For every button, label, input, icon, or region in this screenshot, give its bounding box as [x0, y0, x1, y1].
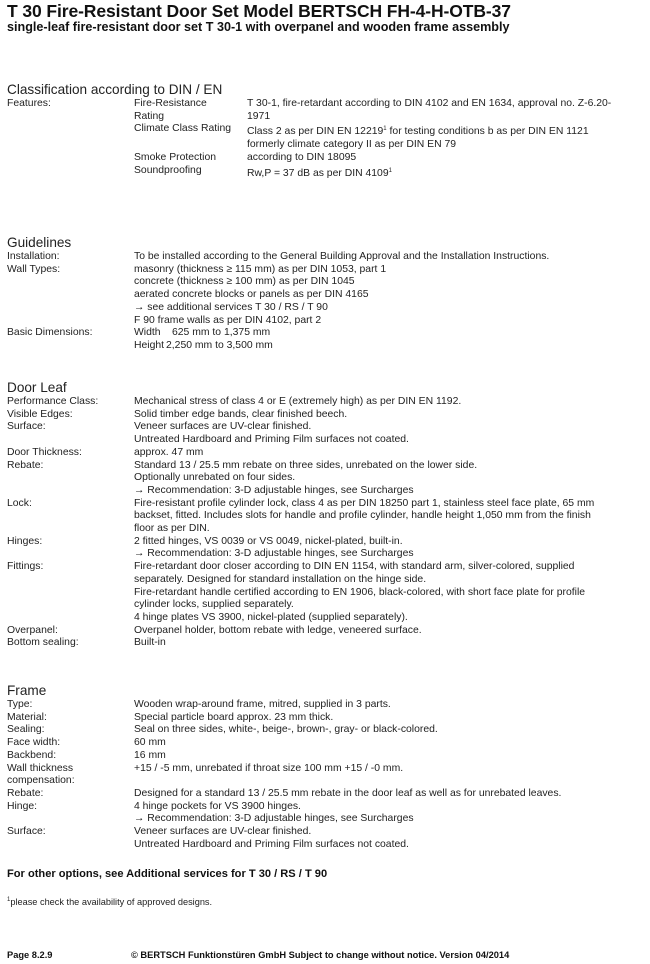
footnote-mark: 1: [7, 897, 11, 903]
feature-value: for testing conditions b as per DIN EN 1121: [386, 126, 589, 138]
feature-name: Climate Class Rating: [134, 123, 232, 135]
dimension-value: 625 mm to 1,375 mm: [172, 327, 271, 339]
row-value-line: Solid timber edge bands, clear finished beech.: [134, 408, 348, 420]
feature-smoke-protection: [134, 152, 643, 165]
row-value: [134, 712, 643, 725]
row-label: Rebate:: [7, 787, 44, 799]
spec-row: [7, 251, 643, 264]
spec-row: [7, 447, 643, 460]
spec-row: [7, 498, 643, 536]
row-value: [134, 251, 643, 264]
feature-value: Rw,P = 37 dB as per DIN 4109: [247, 167, 389, 179]
door-leaf-heading: Door Leaf: [7, 380, 67, 395]
spec-row: [7, 625, 643, 638]
row-label: Installation:: [7, 251, 60, 262]
row-label: Hinges:: [7, 535, 43, 547]
features-row: [7, 98, 643, 180]
document-title: T 30 Fire-Resistant Door Set Model BERTSCH FH-4-H-OTB-37: [7, 1, 511, 21]
row-label-line: compensation:: [7, 775, 75, 787]
frame-heading: Frame: [7, 683, 47, 698]
basic-dimensions-row: [7, 327, 643, 352]
feature-value: Class 2 as per DIN EN 12219: [247, 126, 384, 138]
row-value-line: +15 / -5 mm, unrebated if throat size 100 mm +15 / -0 mm.: [134, 762, 404, 774]
spec-row: [7, 712, 643, 725]
row-value: [134, 788, 643, 801]
row-value-line: F 90 frame walls as per DIN 4102, part 2: [134, 314, 322, 326]
row-value: [134, 724, 643, 737]
row-value-line: To be installed according to the General Building Approval and the Installation Instructions.: [134, 251, 550, 262]
row-value-line: Designed for a standard 13 / 25.5 mm rebate in the door leaf as well as for unrebated leaves.: [134, 787, 562, 799]
row-value: [134, 264, 643, 328]
frame-section: [7, 683, 643, 851]
classification-heading: Classification according to DIN / EN: [7, 82, 223, 97]
spec-row: [7, 460, 643, 498]
row-value-line: → Recommendation: 3-D adjustable hinges, see Surcharges: [134, 813, 414, 825]
row-value: [134, 460, 643, 498]
row-value: [134, 421, 643, 446]
spec-row: [7, 409, 643, 422]
row-value: [134, 699, 643, 712]
guidelines-section: [7, 235, 643, 353]
row-label: Type:: [7, 699, 33, 710]
row-value-line: → Recommendation: 3-D adjustable hinges, see Surcharges: [134, 484, 414, 496]
additional-options-note: For other options, see Additional services for T 30 / RS / T 90: [7, 868, 328, 880]
feature-value: 1971: [247, 110, 271, 122]
feature-value: T 30-1, fire-retardant according to DIN 4102 and EN 1634, approval no. Z-6.20-: [247, 98, 612, 109]
classification-section: [7, 82, 643, 180]
row-label: Door Thickness:: [7, 446, 82, 458]
row-value: [134, 396, 643, 409]
feature-name: Soundproofing: [134, 164, 202, 176]
row-value-line: Standard 13 / 25.5 mm rebate on three sides, unrebated on the lower side.: [134, 459, 478, 471]
row-value-line: 60 mm: [134, 737, 166, 749]
footnote-mark: 1: [388, 167, 392, 174]
copyright-notice: © BERTSCH Funktionstüren GmbH Subject to change without notice. Version 04/2014: [131, 950, 510, 960]
row-label: Backbend:: [7, 749, 57, 761]
row-value: [134, 763, 643, 788]
row-value-line: masonry (thickness ≥ 115 mm) as per DIN 1053, part 1: [134, 263, 387, 275]
row-value-line: Mechanical stress of class 4 or E (extremely high) as per DIN EN 1192.: [134, 396, 462, 407]
spec-row: [7, 826, 643, 851]
spec-row: [7, 396, 643, 409]
feature-name: Smoke Protection: [134, 151, 217, 163]
row-value-line: aerated concrete blocks or panels as per DIN 4165: [134, 289, 369, 301]
spec-row: [7, 421, 643, 446]
row-value: [134, 637, 643, 650]
dimension-key: Height: [134, 339, 165, 351]
row-label-line: Wall thickness: [7, 762, 74, 774]
row-label: Material:: [7, 711, 47, 723]
row-value-line: concrete (thickness ≥ 100 mm) as per DIN 1045: [134, 276, 355, 288]
row-value: [134, 737, 643, 750]
row-label: Performance Class:: [7, 396, 99, 407]
row-label: Basic Dimensions:: [7, 327, 93, 339]
row-value: [134, 498, 643, 536]
row-label: Wall Types:: [7, 263, 61, 275]
row-value-line: 4 hinge pockets for VS 3900 hinges.: [134, 800, 301, 812]
row-value-line: Seal on three sides, white-, beige-, brown-, gray- or black-colored.: [134, 724, 438, 736]
row-value-line: Fire-resistant profile cylinder lock, class 4 as per DIN 18250 part 1, stainless steel face plate, 65 mm: [134, 497, 595, 509]
dimension-value: 2,250 mm to 3,500 mm: [166, 339, 273, 351]
feature-name: Fire-Resistance: [134, 98, 207, 109]
spec-row: [7, 763, 643, 788]
row-value-line: Veneer surfaces are UV-clear finished.: [134, 826, 312, 838]
row-value-line: 16 mm: [134, 749, 166, 761]
row-value: [134, 750, 643, 763]
spec-row: [7, 536, 643, 561]
row-value-line: cylinder locks, supplied separately.: [134, 599, 294, 611]
document-subtitle: single-leaf fire-resistant door set T 30-1 with overpanel and wooden frame assembly: [7, 20, 510, 34]
features-label: Features:: [7, 98, 51, 109]
spec-row: [7, 637, 643, 650]
row-value-line: separately. Designed for standard installation on the hinge side.: [134, 573, 427, 585]
footnote: [7, 897, 212, 907]
row-value-line: Wooden wrap-around frame, mitred, supplied in 3 parts.: [134, 699, 391, 710]
dimension-key: Width: [134, 327, 161, 339]
row-label: Hinge:: [7, 800, 38, 812]
row-value: [134, 447, 643, 460]
row-value-line: Built-in: [134, 637, 166, 649]
row-value: [134, 561, 643, 625]
door-leaf-section: [7, 380, 643, 650]
row-label: Sealing:: [7, 724, 45, 736]
row-value: [134, 409, 643, 422]
spec-row: [7, 561, 643, 625]
row-value-line: Veneer surfaces are UV-clear finished.: [134, 421, 312, 433]
row-value-line: floor as per DIN.: [134, 523, 210, 535]
spec-row: [7, 750, 643, 763]
row-value-line: 4 hinge plates VS 3900, nickel-plated (supplied separately).: [134, 611, 408, 623]
row-value-line: Special particle board approx. 23 mm thick.: [134, 711, 334, 723]
row-value-line: Overpanel holder, bottom rebate with ledge, veneered surface.: [134, 624, 422, 636]
feature-climate-class: [134, 123, 643, 151]
spec-row: [7, 264, 643, 328]
row-value-line: approx. 47 mm: [134, 446, 204, 458]
feature-value: formerly climate category II as per DIN EN 79: [247, 139, 457, 151]
row-label: Bottom sealing:: [7, 637, 79, 649]
feature-name: Rating: [134, 110, 165, 122]
spec-row: [7, 737, 643, 750]
spec-row: [7, 699, 643, 712]
row-value-line: Fire-retardant handle certified according to EN 1906, black-colored, with short face plate for profile: [134, 586, 586, 598]
row-label: Face width:: [7, 737, 61, 749]
spec-row: [7, 801, 643, 826]
row-value-line: Optionally unrebated on four sides.: [134, 472, 296, 484]
row-label: Visible Edges:: [7, 408, 73, 420]
feature-soundproofing: [134, 165, 643, 181]
row-label: Rebate:: [7, 459, 44, 471]
spec-row: [7, 724, 643, 737]
row-label: [7, 763, 134, 788]
guidelines-heading: Guidelines: [7, 235, 72, 250]
row-value: [134, 625, 643, 638]
row-label: Fittings:: [7, 561, 44, 573]
row-value: [134, 826, 643, 851]
row-label: Overpanel:: [7, 624, 58, 636]
row-label: Surface:: [7, 421, 46, 433]
row-value-line: 2 fitted hinges, VS 0039 or VS 0049, nickel-plated, built-in.: [134, 535, 403, 547]
feature-fire-resistance: [134, 98, 643, 123]
row-value-line: Untreated Hardboard and Priming Film surfaces not coated.: [134, 838, 409, 850]
row-value-line: Untreated Hardboard and Priming Film surfaces not coated.: [134, 434, 409, 446]
row-value-line: → see additional services T 30 / RS / T 90: [134, 301, 328, 313]
feature-value: according to DIN 18095: [247, 151, 357, 163]
spec-row: [7, 788, 643, 801]
row-label: Surface:: [7, 826, 46, 838]
row-label: Lock:: [7, 497, 32, 509]
row-value: [134, 536, 643, 561]
row-value-line: backset, fitted. Includes slots for handle and profile cylinder, handle height 1,050 mm from the finish: [134, 510, 591, 522]
row-value-line: → Recommendation: 3-D adjustable hinges, see Surcharges: [134, 548, 414, 560]
row-value: [134, 801, 643, 826]
row-value-line: Fire-retardant door closer according to DIN EN 1154, with standard arm, silver-colored, supplied: [134, 561, 575, 573]
footnote-text: please check the availability of approved designs.: [10, 897, 213, 907]
page-number: Page 8.2.9: [7, 950, 53, 960]
footnote-mark: 1: [383, 126, 387, 133]
